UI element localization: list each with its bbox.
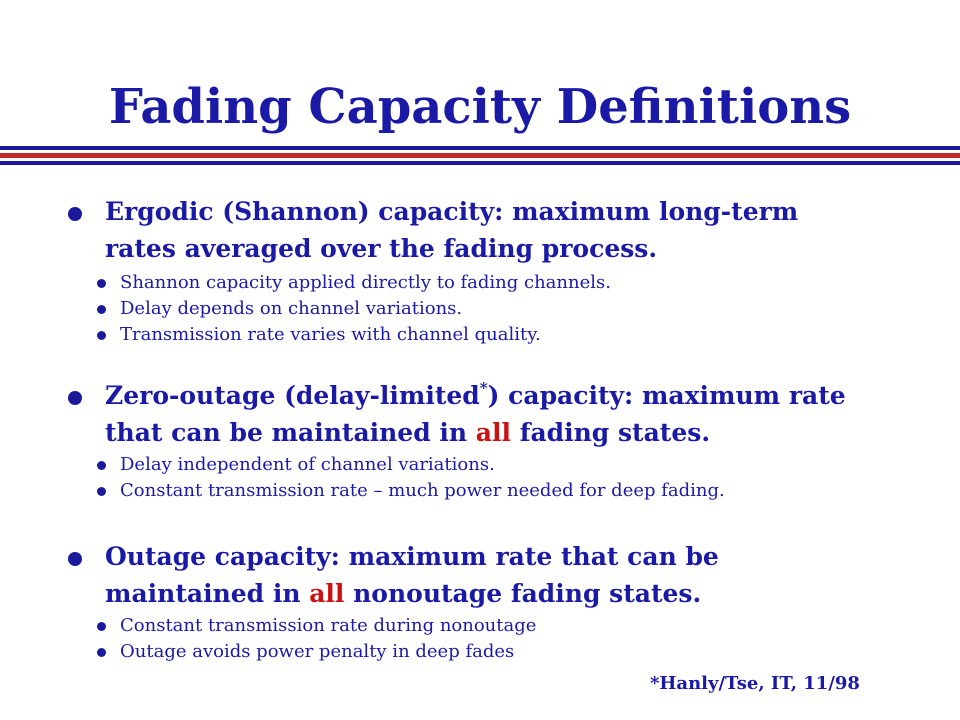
sub-bullet-text: Transmission rate varies with channel quality. xyxy=(120,324,541,345)
sub-bullet-text: Outage avoids power penalty in deep fades xyxy=(120,641,515,662)
sub-bullet-dot xyxy=(97,461,106,470)
sub-bullet-dot xyxy=(97,331,106,340)
bullet-text-part: Zero-outage (delay-limited xyxy=(105,381,480,410)
sub-bullet-dot xyxy=(97,622,106,631)
sub-bullet-dot xyxy=(97,487,106,496)
highlight-word: all xyxy=(475,418,511,447)
sub-bullet-text: Delay depends on channel variations. xyxy=(120,298,463,319)
footnote-citation: *Hanly/Tse, IT, 11/98 xyxy=(650,673,860,694)
title-rule-red xyxy=(0,153,960,158)
bullet-dot xyxy=(68,207,82,221)
title-rule-blue-bottom xyxy=(0,161,960,165)
bullet-text-part: Outage capacity: maximum rate that can be maintained in xyxy=(105,542,719,608)
sub-bullet-dot xyxy=(97,279,106,288)
footnote-marker: * xyxy=(479,378,488,397)
bullet-text: Ergodic (Shannon) capacity: maximum long-term rates averaged over the fading process. xyxy=(105,197,799,263)
bullet-text xyxy=(105,538,865,612)
highlight-word: all xyxy=(309,579,345,608)
sub-bullet-text: Constant transmission rate during nonoutage xyxy=(120,615,537,636)
title-rule-blue-top xyxy=(0,146,960,150)
sub-bullet-dot xyxy=(97,305,106,314)
bullet-text-part: nonoutage fading states. xyxy=(344,579,702,608)
bullet-text-part: ) capacity: maximum rate that can be maintained in xyxy=(105,381,846,447)
sub-bullet-text: Delay independent of channel variations. xyxy=(120,454,495,475)
slide-title: Fading Capacity Definitions xyxy=(108,79,852,135)
bullet-dot xyxy=(68,391,82,405)
bullet-text xyxy=(105,377,865,451)
bullet-text-part: fading states. xyxy=(510,418,711,447)
sub-bullet-text: Constant transmission rate – much power needed for deep fading. xyxy=(120,480,725,501)
bullet-dot xyxy=(68,552,82,566)
sub-bullet-text: Shannon capacity applied directly to fading channels. xyxy=(120,272,611,293)
sub-bullet-dot xyxy=(97,648,106,657)
